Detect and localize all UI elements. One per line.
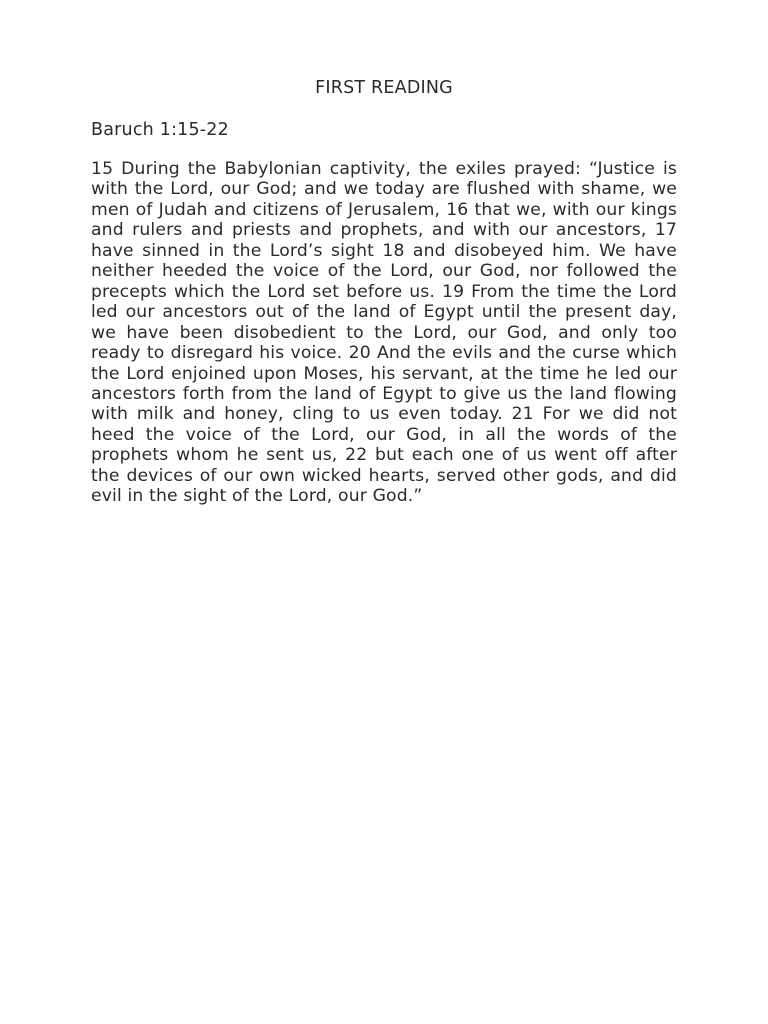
reading-heading: FIRST READING [315, 78, 453, 98]
scripture-citation: Baruch 1:15-22 [91, 120, 229, 140]
scripture-passage: 15 During the Babylonian captivity, the exiles prayed: “Justice is with the Lord, our God; and we today are flushed with shame, we men of Judah and citizens of Jerusalem, 16 that we, with our kings and rulers and priests and prophets, and with our ancestors, 17 have sinned in the Lord’s sight 18 and disobeyed him. We have neither heeded the voice of the Lord, our God, nor followed the precepts which the Lord set before us. 19 From the time the Lord led our ancestors out of the land of Egypt until the present day, we have been disobedient to the Lord, our God, and only too ready to disregard his voice. 20 And the evils and the curse which the Lord enjoined upon Moses, his servant, at the time he led our ancestors forth from the land of Egypt to give us the land flowing with milk and honey, cling to us even today. 21 For we did not heed the voice of the Lord, our God, in all the words of the prophets whom he sent us, 22 but each one of us went off after the devices of our own wicked hearts, served other gods, and did evil in the sight of the Lord, our God.” [91, 159, 677, 507]
